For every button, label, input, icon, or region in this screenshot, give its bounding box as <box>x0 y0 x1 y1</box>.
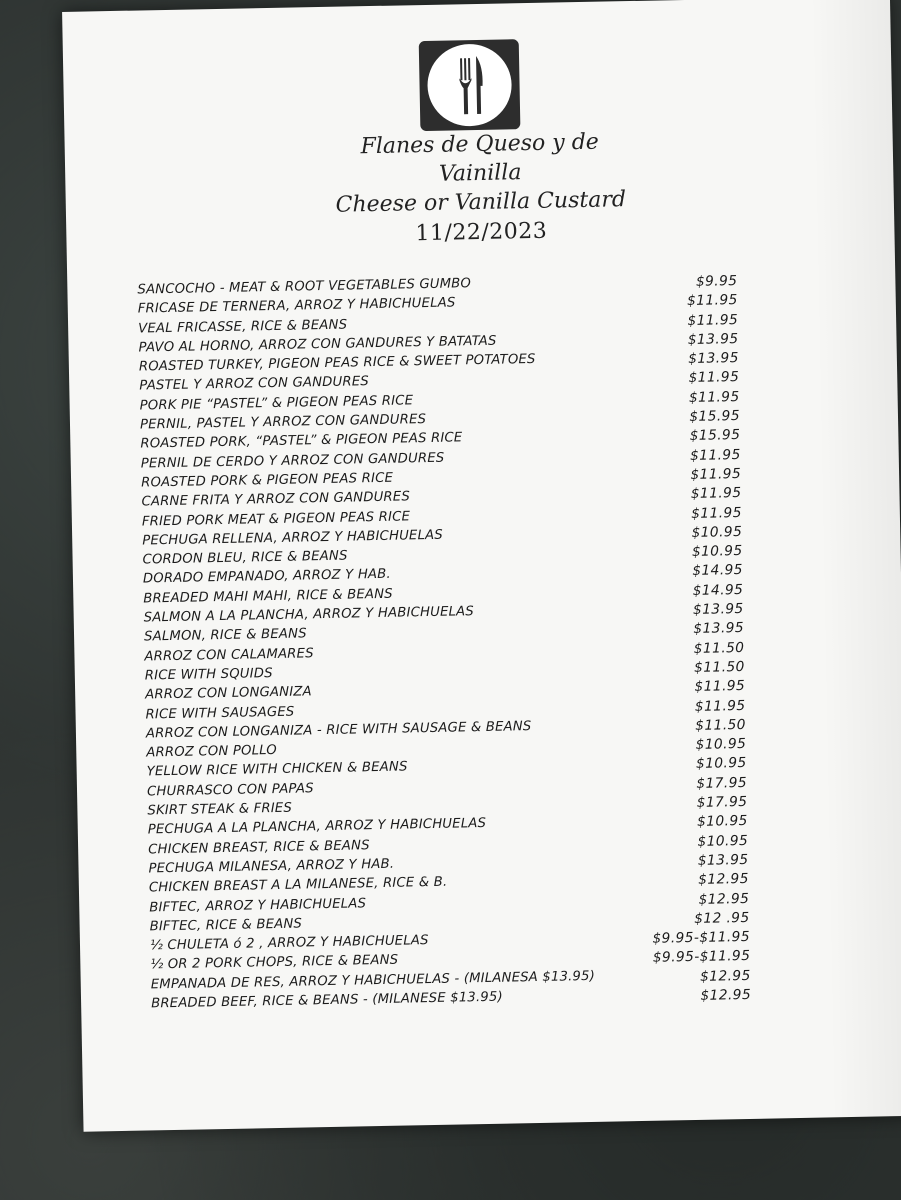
menu-item-name: PERNIL, PASTEL Y ARROZ CON GANDURES <box>139 412 427 433</box>
menu-item-name: ½ OR 2 PORK CHOPS, RICE & BEANS <box>150 953 399 973</box>
title-english: Cheese or Vanilla Custard <box>335 187 627 218</box>
menu-item-name: EMPANADA DE RES, ARROZ Y HABICHUELAS - (MILANESA $13.95) <box>150 968 596 993</box>
menu-item-price: $11.95 <box>694 678 746 696</box>
menu-item-name: ARROZ CON POLLO <box>146 743 278 761</box>
menu-item-price: $11.95 <box>688 388 740 406</box>
menu-item-price: $11.50 <box>693 658 745 676</box>
menu-item-price: $13.95 <box>693 620 745 638</box>
menu-item-price: $17.95 <box>696 774 748 792</box>
menu-item-name: SALMON, RICE & BEANS <box>143 626 307 645</box>
menu-item-name: PECHUGA MILANESA, ARROZ Y HAB. <box>148 856 395 877</box>
menu-item-price: $13.95 <box>688 350 740 368</box>
menu-date: 11/22/2023 <box>415 218 548 247</box>
menu-item-name: ROASTED PORK, “PASTEL” & PIGEON PEAS RICE <box>140 430 463 452</box>
menu-item-name: CARNE FRITA Y ARROZ CON GANDURES <box>141 489 411 510</box>
menu-item-name: RICE WITH SAUSAGES <box>145 704 295 723</box>
menu-item-name: SALMON A LA PLANCHA, ARROZ Y HABICHUELAS <box>143 604 475 626</box>
menu-item-price: $12 .95 <box>693 909 750 927</box>
menu-item-name: PORK PIE “PASTEL” & PIGEON PEAS RICE <box>139 393 414 414</box>
menu-item-price: $11.50 <box>695 716 747 734</box>
menu-list <box>137 271 751 1016</box>
menu-item-price: $14.95 <box>692 562 744 580</box>
menu-item-name: SKIRT STEAK & FRIES <box>147 800 293 819</box>
menu-item-price: $11.95 <box>687 311 739 329</box>
menu-item-name: ARROZ CON LONGANIZA - RICE WITH SAUSAGE & BEANS <box>145 718 532 742</box>
menu-item-name: DORADO EMPANADO, ARROZ Y HAB. <box>142 567 392 587</box>
menu-item-price: $14.95 <box>692 581 744 599</box>
menu-item-name: CHICKEN BREAST A LA MILANESE, RICE & B. <box>148 874 448 896</box>
menu-sheet <box>62 0 901 1132</box>
menu-item-price: $11.95 <box>688 369 740 387</box>
menu-item-price: $13.95 <box>692 601 744 618</box>
menu-item-name: ½ CHULETA ó 2 , ARROZ Y HABICHUELAS <box>149 933 429 954</box>
menu-item-price: $10.95 <box>696 813 748 831</box>
menu-item-price: $11.95 <box>689 446 741 464</box>
menu-item-name: YELLOW RICE WITH CHICKEN & BEANS <box>146 759 408 780</box>
menu-item-name: CORDON BLEU, RICE & BEANS <box>142 548 348 568</box>
menu-item-price: $11.95 <box>690 465 742 483</box>
menu-item-price: $9.95-$11.95 <box>652 948 751 967</box>
menu-item-name: FRIED PORK MEAT & PIGEON PEAS RICE <box>141 508 411 530</box>
menu-item-price: $9.95 <box>695 273 738 290</box>
menu-item-name: PECHUGA A LA PLANCHA, ARROZ Y HABICHUELAS <box>147 816 487 838</box>
menu-item-price: $12.95 <box>698 890 750 908</box>
menu-item-name: PECHUGA RELLENA, ARROZ Y HABICHUELAS <box>142 527 443 549</box>
fork-knife-icon <box>419 39 521 131</box>
menu-item-price: $11.95 <box>690 485 742 503</box>
menu-item-price: $13.95 <box>697 851 749 869</box>
menu-item-name: CHURRASCO CON PAPAS <box>146 780 314 800</box>
menu-item-name: BREADED BEEF, RICE & BEANS - (MILANESE $13.95) <box>150 989 503 1012</box>
menu-item-name: BIFTEC, RICE & BEANS <box>149 916 303 935</box>
menu-item-name: SANCOCHO - MEAT & ROOT VEGETABLES GUMBO <box>137 276 472 298</box>
menu-item-name: VEAL FRICASSE, RICE & BEANS <box>138 317 348 337</box>
menu-item-price: $13.95 <box>687 330 739 348</box>
menu-item-price: $10.95 <box>695 755 747 773</box>
menu-item-name: ARROZ CON LONGANIZA <box>145 684 312 703</box>
menu-item-name: PASTEL Y ARROZ CON GANDURES <box>139 374 370 395</box>
menu-item-price: $11.95 <box>690 504 742 522</box>
menu-item-price: $10.95 <box>695 736 747 754</box>
menu-item-price: $10.95 <box>691 523 743 541</box>
title-spanish: Flanes de Queso y de <box>360 129 600 160</box>
menu-item-name: BREADED MAHI MAHI, RICE & BEANS <box>143 586 393 607</box>
menu-item-price: $15.95 <box>689 427 741 445</box>
menu-item-name: RICE WITH SQUIDS <box>144 665 273 684</box>
menu-item-price: $12.95 <box>700 986 752 1004</box>
menu-item-price: $10.95 <box>697 832 749 850</box>
menu-item-name: CHICKEN BREAST, RICE & BEANS <box>148 837 370 858</box>
menu-item-price: $15.95 <box>689 408 741 426</box>
menu-item-name: PAVO AL HORNO, ARROZ CON GANDURES Y BATATAS <box>138 333 497 356</box>
menu-item-name: BIFTEC, ARROZ Y HABICHUELAS <box>149 895 367 915</box>
menu-item-price: $11.95 <box>686 292 738 310</box>
title-spanish-cont: Vainilla <box>438 160 522 187</box>
menu-item-name: FRICASE DE TERNERA, ARROZ Y HABICHUELAS <box>137 295 456 317</box>
menu-item-name: ARROZ CON CALAMARES <box>144 645 314 665</box>
menu-item-price: $17.95 <box>696 793 748 811</box>
menu-item-price: $11.50 <box>693 639 745 657</box>
menu-item-price: $12.95 <box>698 871 750 889</box>
menu-item-price: $12.95 <box>699 967 751 985</box>
menu-item-name: PERNIL DE CERDO Y ARROZ CON GANDURES <box>140 450 445 472</box>
menu-item-price: $10.95 <box>691 543 743 561</box>
menu-item-price: $11.95 <box>694 697 746 715</box>
menu-item-name: ROASTED TURKEY, PIGEON PEAS RICE & SWEET POTATOES <box>138 352 536 375</box>
menu-item-price: $9.95-$11.95 <box>652 929 751 947</box>
menu-item-name: ROASTED PORK & PIGEON PEAS RICE <box>140 470 394 491</box>
